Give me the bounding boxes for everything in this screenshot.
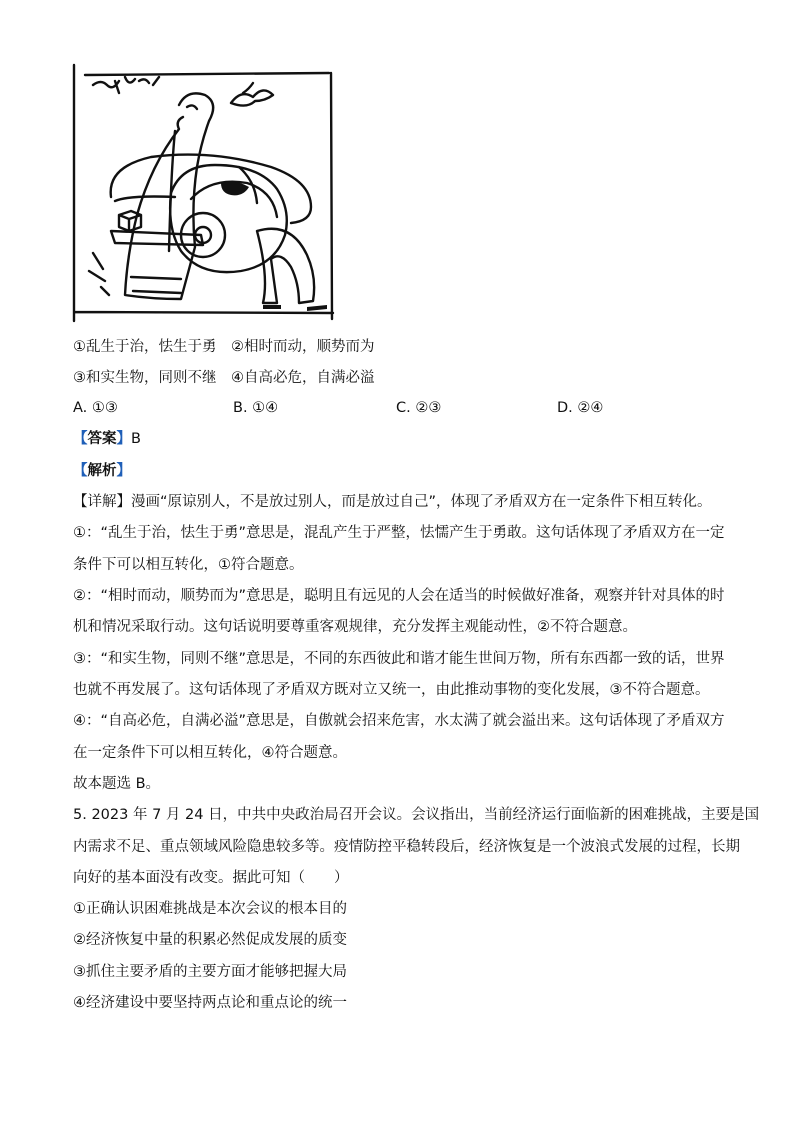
- explanation-line: ①：“乱生于治，怯生于勇”意思是，混乱产生于严整，怯懦产生于勇敢。这句话体现了矛盾双方在一定: [73, 525, 725, 541]
- question-5-statement: ①正确认识困难挑战是本次会议的根本目的: [73, 901, 347, 917]
- statement-line-2: ③和实生物，同则不继 ④自高必危，自满必溢: [73, 370, 375, 386]
- explanation-line: 【详解】漫画“原谅别人，不是放过别人，而是放过自己”，体现了矛盾双方在一定条件下相互转化。: [73, 494, 712, 510]
- analysis-tag-close: 】: [116, 463, 131, 479]
- analysis-heading: [73, 461, 131, 481]
- explanation-line: 在一定条件下可以相互转化，④符合题意。: [73, 745, 347, 761]
- explanation-line: ②：“相时而动，顺势而为”意思是，聪明且有远见的人会在适当的时候做好准备，观察并针对具体的时: [73, 588, 725, 604]
- answer-tag-text: 答案: [87, 431, 117, 447]
- option-a: A. ①③: [73, 400, 118, 416]
- explanation-line: 条件下可以相互转化，①符合题意。: [73, 557, 304, 573]
- explanation-line: 机和情况采取行动。这句话说明要尊重客观规律，充分发挥主观能动性，②不符合题意。: [73, 619, 637, 635]
- explanation-line: ④：“自高必危，自满必溢”意思是，自傲就会招来危害，水太满了就会溢出来。这句话体现了矛盾双方: [73, 713, 725, 729]
- answer-line: [73, 429, 141, 449]
- statement-line-1: ①乱生于治，怯生于勇 ②相时而动，顺势而为: [73, 339, 375, 355]
- option-d: D. ②④: [557, 400, 604, 416]
- question-5-statement: ②经济恢复中量的积累必然促成发展的质变: [73, 932, 347, 948]
- question-5-line: 内需求不足、重点领域风险隐患较多等。疫情防控平稳转段后，经济恢复是一个波浪式发展的过程，长期: [73, 839, 740, 855]
- analysis-tag-text: 解析: [87, 463, 117, 479]
- cartoon-illustration: [71, 63, 336, 323]
- option-c: C. ②③: [396, 400, 442, 416]
- question-5-line: 5. 2023 年 7 月 24 日，中共中央政治局召开会议。会议指出，当前经济运行面临新的困难挑战，主要是国: [73, 807, 760, 823]
- explanation-line: ③：“和实生物，同则不继”意思是，不同的东西彼此和谐才能生世间万物，所有东西都一致的话，世界: [73, 651, 725, 667]
- answer-tag-open: 【: [73, 431, 88, 447]
- question-5-statement: ③抓住主要矛盾的主要方面才能够把握大局: [73, 964, 347, 980]
- explanation-conclusion: 故本题选 B。: [73, 776, 161, 792]
- question-5-line: 向好的基本面没有改变。据此可知（ ）: [73, 870, 349, 886]
- answer-tag-close: 】: [116, 431, 131, 447]
- option-b: B. ①④: [233, 400, 279, 416]
- question-5-statement: ④经济建设中要坚持两点论和重点论的统一: [73, 995, 347, 1011]
- analysis-tag-open: 【: [73, 463, 88, 479]
- answer-value: B: [131, 431, 141, 447]
- explanation-line: 也就不再发展了。这句话体现了矛盾双方既对立又统一，由此推动事物的变化发展，③不符合题意。: [73, 682, 710, 698]
